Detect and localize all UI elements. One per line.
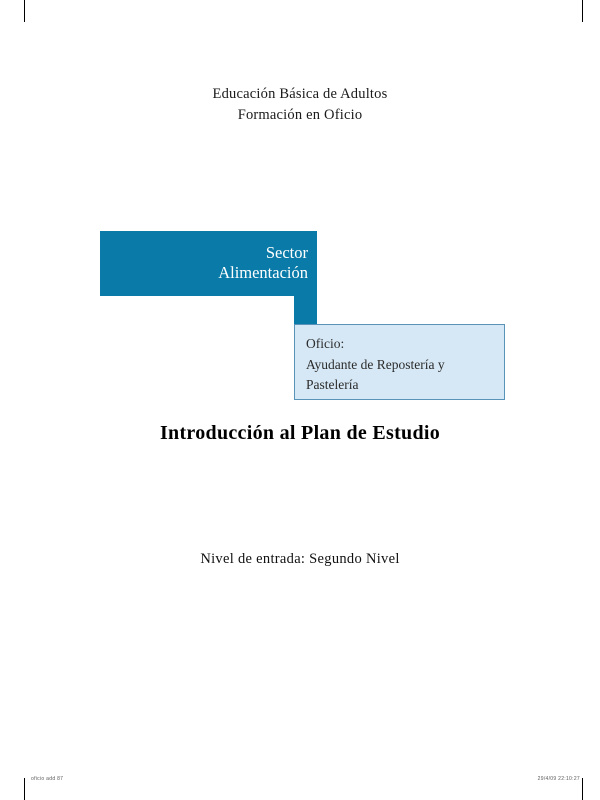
header-line-1: Educación Básica de Adultos bbox=[212, 86, 388, 102]
oficio-value-line-1: Ayudante de Repostería y bbox=[306, 356, 445, 372]
entry-level-line: Nivel de entrada: Segundo Nivel bbox=[200, 551, 400, 567]
sector-connector bbox=[294, 296, 317, 324]
oficio-label: Oficio: bbox=[306, 336, 345, 351]
oficio-content bbox=[306, 334, 496, 396]
oficio-value-line-2: Pastelería bbox=[306, 377, 359, 393]
page-title: Introducción al Plan de Estudio bbox=[159, 422, 441, 444]
sector-label bbox=[100, 243, 308, 283]
footer-left-text: oficio add 87 bbox=[31, 776, 64, 782]
crop-mark-top-right bbox=[582, 0, 583, 22]
document-header bbox=[0, 84, 600, 126]
sector-label-line-1: Sector bbox=[265, 243, 308, 262]
crop-mark-bottom-left bbox=[24, 778, 25, 800]
footer-right-text: 29/4/09 22:10:27 bbox=[537, 776, 580, 782]
sector-label-line-2: Alimentación bbox=[218, 263, 308, 283]
crop-mark-top-left bbox=[24, 0, 25, 22]
crop-mark-bottom-right bbox=[582, 778, 583, 800]
header-line-2: Formación en Oficio bbox=[237, 107, 363, 124]
